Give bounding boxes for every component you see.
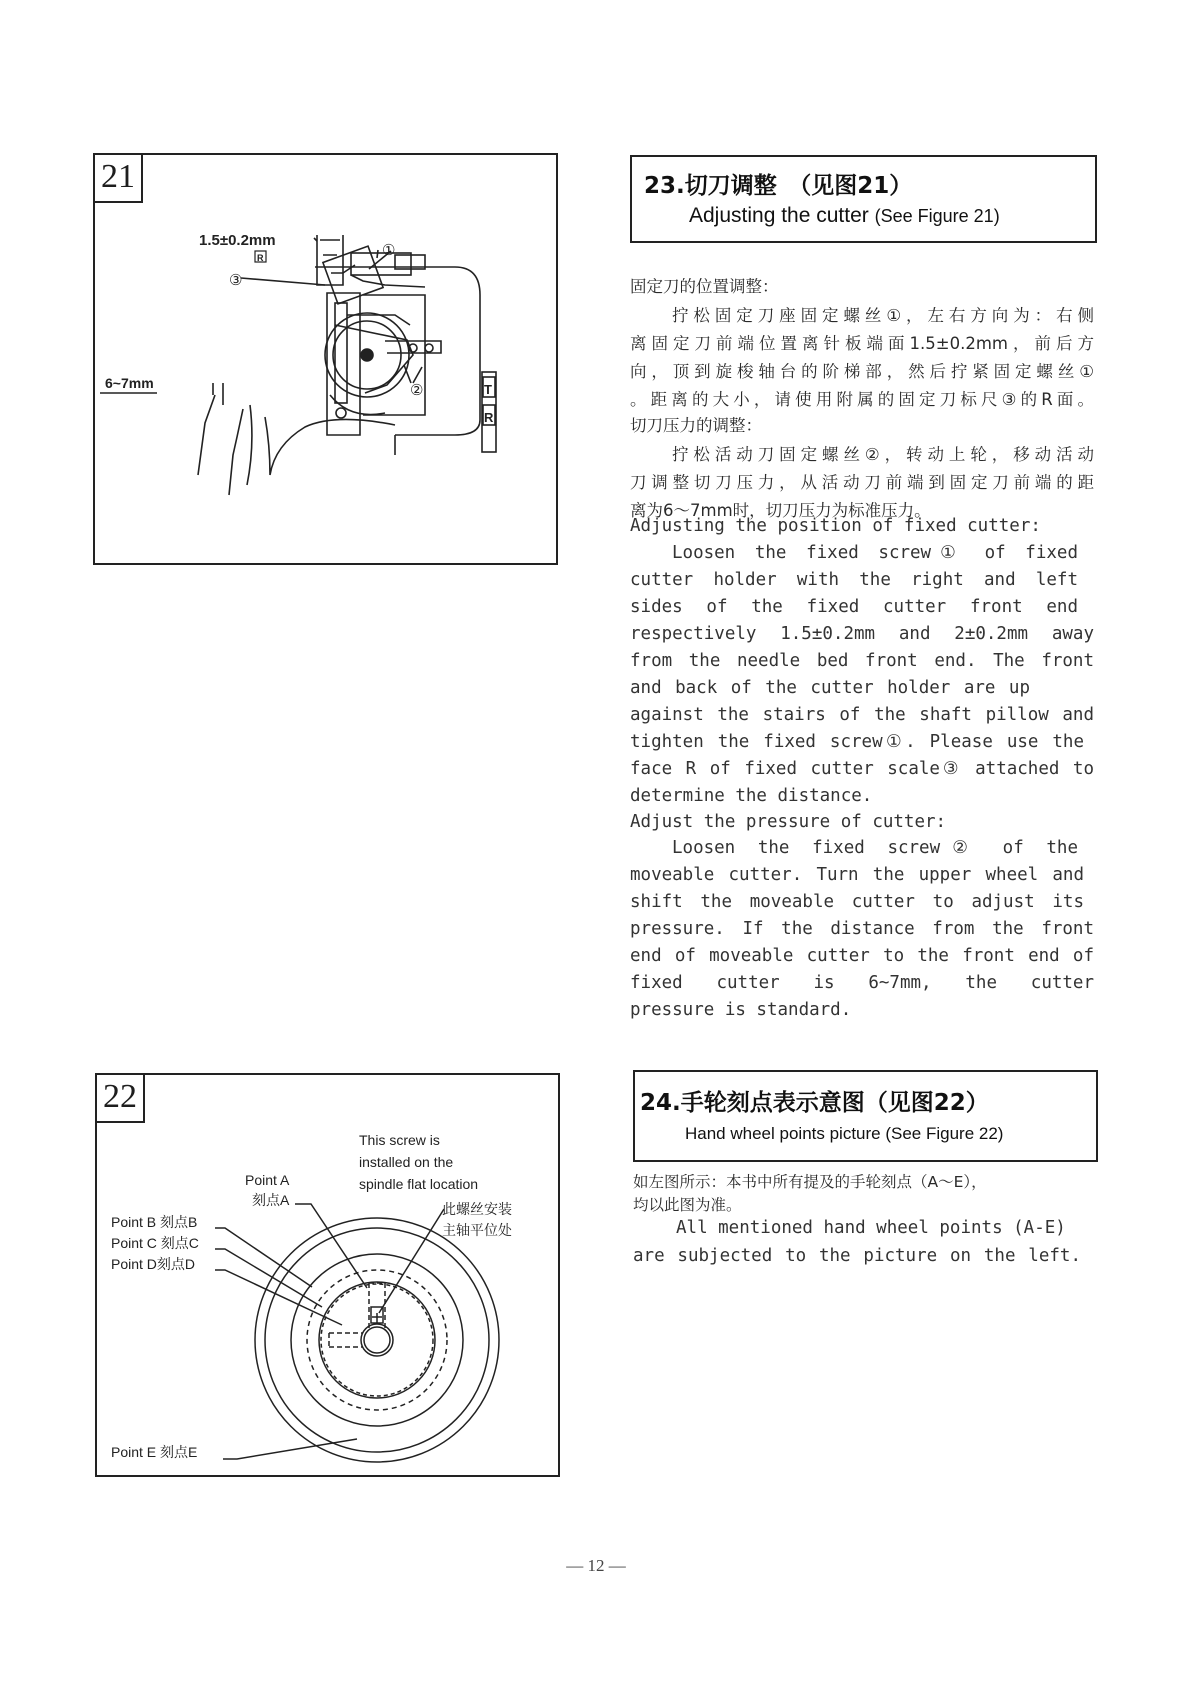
cn-line: 刀调整切刀压力，从活动刀前端到固定刀前端的距 <box>630 473 1094 492</box>
en-line: tighten the fixed screw①. Please use the <box>630 732 1084 752</box>
cn-line: 拧松固定刀座固定螺丝①，左右方向为：右侧 <box>672 306 1094 325</box>
cn-line: 向，顶到旋梭轴台的阶梯部，然后拧紧固定螺丝① <box>630 362 1094 381</box>
hand-wheel-diagram <box>97 1075 558 1475</box>
cn-line: 离为6～7mm时，切刀压力为标准压力。 <box>630 501 931 520</box>
cn-line: 。距离的大小，请使用附属的固定刀标尺③的R面。 <box>630 390 1094 409</box>
en-line: from the needle bed front end. The front <box>630 651 1094 671</box>
figure-22 <box>95 1073 560 1477</box>
point-a-label-cn: 刻点A <box>252 1192 290 1208</box>
en-line: pressure. If the distance from the front <box>630 919 1094 939</box>
en-line: moveable cutter. Turn the upper wheel and <box>630 865 1084 885</box>
section-24-title-cn: 24.手轮刻点表示意图（见图22） <box>640 1090 989 1116</box>
distance-label: 6~7mm <box>105 375 154 391</box>
en-line: end of moveable cutter to the front end of <box>630 946 1094 966</box>
en-line: Adjust the pressure of cutter: <box>630 812 947 832</box>
gauge-t-label: T <box>484 382 492 397</box>
figure-number: 21 <box>95 155 143 203</box>
cutter-diagram <box>95 155 556 563</box>
point-d-label: Point D刻点D <box>111 1256 196 1272</box>
cn-line: 如左图所示：本书中所有提及的手轮刻点（A～E）， <box>633 1173 987 1191</box>
screw-note-cn: 此螺丝安装 <box>442 1201 512 1217</box>
scale-r-mark: R <box>257 253 264 263</box>
en-line: pressure is standard. <box>630 1000 852 1020</box>
section-24-title-en: Hand wheel points picture (See Figure 22) <box>685 1124 1004 1143</box>
en-line: All mentioned hand wheel points (A-E) <box>676 1218 1066 1238</box>
point-e-label: Point E 刻点E <box>111 1444 198 1460</box>
en-line: sides of the fixed cutter front end <box>630 597 1078 617</box>
screw-note-line: spindle flat location <box>359 1176 479 1192</box>
cn-line: 均以此图为准。 <box>633 1196 742 1214</box>
cn-line: 切刀压力的调整： <box>630 416 762 435</box>
section-23-title-en: Adjusting the cutter (See Figure 21) <box>689 204 1000 227</box>
section-23-heading <box>630 155 1097 243</box>
callout-2: ② <box>410 382 424 399</box>
page-number: — 12 — <box>566 1556 626 1575</box>
en-line: Adjusting the position of fixed cutter: <box>630 516 1041 536</box>
cn-line: 拧松活动刀固定螺丝②，转动上轮，移动活动 <box>672 445 1094 464</box>
callout-1: ① <box>382 242 396 259</box>
en-line: determine the distance. <box>630 786 873 806</box>
en-line: and back of the cutter holder are up <box>630 678 1030 698</box>
point-b-label: Point B 刻点B <box>111 1214 198 1230</box>
figure-number: 22 <box>97 1075 145 1123</box>
section-24-heading <box>633 1070 1098 1162</box>
en-line: Loosen the fixed screw① of fixed <box>672 543 1078 563</box>
en-line: face R of fixed cutter scale③ attached to <box>630 759 1094 779</box>
en-line: Loosen the fixed screw② of the <box>672 838 1078 858</box>
screw-note-line: This screw is <box>359 1132 440 1148</box>
en-line: are subjected to the picture on the left. <box>633 1246 1081 1266</box>
screw-note-cn: 主轴平位处 <box>442 1222 512 1238</box>
screw-note-line: installed on the <box>359 1154 454 1170</box>
callout-3: ③ <box>229 272 243 289</box>
point-c-label: Point C 刻点C <box>111 1235 199 1251</box>
en-line: respectively 1.5±0.2mm and 2±0.2mm away <box>630 624 1094 644</box>
en-line: shift the moveable cutter to adjust its <box>630 892 1084 912</box>
en-line: cutter holder with the right and left <box>630 570 1078 590</box>
section-23-title-cn: 23.切刀调整 （见图21） <box>644 173 913 199</box>
point-a-label: Point A <box>245 1172 290 1188</box>
figure-21 <box>93 153 558 565</box>
gauge-r-label: R <box>484 410 494 425</box>
gap-dimension-label: 1.5±0.2mm <box>199 232 276 249</box>
cn-line: 离固定刀前端位置离针板端面1.5±0.2mm，前后方 <box>630 334 1094 353</box>
en-line: against the stairs of the shaft pillow and <box>630 705 1094 725</box>
cn-line: 固定刀的位置调整： <box>630 277 779 296</box>
en-line: fixed cutter is 6~7mm, the cutter <box>630 973 1094 993</box>
